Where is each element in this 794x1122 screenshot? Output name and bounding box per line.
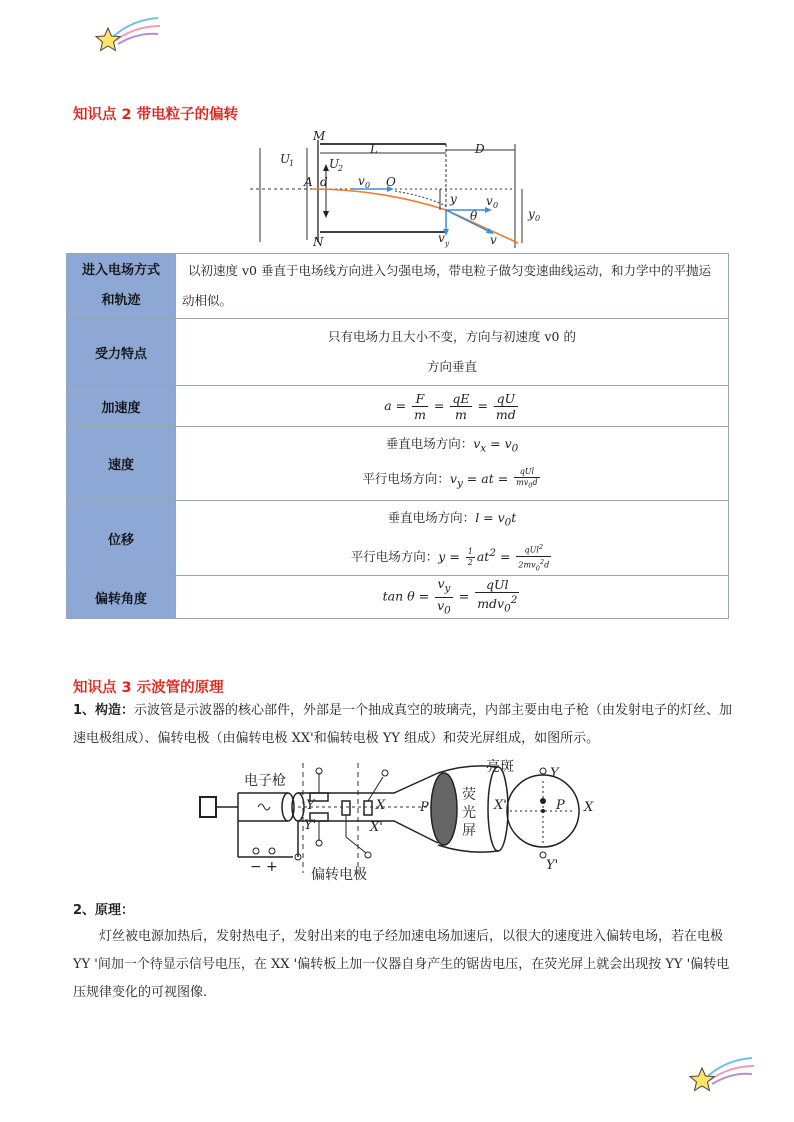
row-head-velocity: 速度 <box>67 427 176 501</box>
label-U1: U <box>280 152 291 166</box>
label-plus: + <box>266 859 278 875</box>
section3-title: 知识点 3 示波管的原理 <box>73 680 224 696</box>
deflection-diagram <box>250 128 560 250</box>
star-decoration-bottom <box>686 1054 758 1100</box>
star-decoration-top <box>92 14 164 60</box>
label-screen-1: 荧 <box>462 787 476 803</box>
label-v: v <box>490 233 497 247</box>
label-P2: P <box>556 798 565 813</box>
label-D: D <box>475 142 485 156</box>
label-y0: y <box>528 207 535 221</box>
label-Y: Y <box>306 798 315 813</box>
label-d: d <box>320 175 328 189</box>
section2-title: 知识点 2 带电粒子的偏转 <box>73 107 239 123</box>
label-Xp2: X' <box>494 798 507 813</box>
table-row <box>67 319 729 386</box>
structure-label: 1、构造： <box>73 703 135 718</box>
velocity-line2: 平行电场方向：$v_y$ = at = $\frac{\text{qUl}}{mv_0d}$ <box>362 467 538 490</box>
oscilloscope-diagram <box>198 753 608 883</box>
label-v0-b-sub: 0 <box>493 201 499 210</box>
table-row <box>67 427 729 501</box>
label-X2: X <box>584 800 594 815</box>
velocity-line1: 垂直电场方向：$v_x = v_0$ <box>385 436 519 455</box>
label-L: L <box>370 142 378 156</box>
label-P: P <box>420 800 429 815</box>
label-O: O <box>386 175 396 189</box>
row-body-displacement <box>176 501 729 576</box>
label-gun: 电子枪 <box>244 773 286 789</box>
table-row <box>67 254 729 319</box>
label-y: y <box>450 192 457 206</box>
label-Yp: Y' <box>304 818 317 833</box>
label-minus: − <box>250 859 262 875</box>
label-v0-a-sub: 0 <box>365 181 371 190</box>
label-M: M <box>313 129 326 143</box>
label-screen-3: 屏 <box>462 823 476 839</box>
table-row <box>67 386 729 427</box>
structure-paragraph <box>73 697 733 753</box>
force-line2: 方向垂直 <box>426 359 477 374</box>
displacement-line1: 垂直电场方向：$l = v_0t$ <box>387 510 517 529</box>
formula-acceleration: a = $\frac{F}{m}$ = $\frac{qE}{m}$ = $\frac{qU}{md}$ <box>176 386 729 427</box>
label-v0-b: v <box>486 194 493 208</box>
label-A: A <box>304 175 313 189</box>
row-body-entry: 以初速度 v0 垂直于电场线方向进入匀强电场，带电粒子做匀变速曲线运动，和力学中的平抛运动相似。 <box>176 254 729 319</box>
row-body-velocity <box>176 427 729 501</box>
label-U2-sub: 2 <box>338 164 344 173</box>
principle-label: 2、原理： <box>73 903 135 918</box>
deflection-table <box>66 253 729 619</box>
table-row <box>67 501 729 576</box>
formula-angle: tan θ = $\frac{v_y}{v_0}$ = $\frac{\text{qUl}}{mdv_0^2}$ <box>176 576 729 619</box>
row-head-force: 受力特点 <box>67 319 176 386</box>
label-U2: U <box>329 157 340 171</box>
label-N: N <box>313 235 324 249</box>
label-bright-spot: 亮斑 <box>486 759 514 775</box>
row-body-force <box>176 319 729 386</box>
label-X: X <box>376 798 386 813</box>
table-row <box>67 576 729 619</box>
label-electrodes: 偏转电极 <box>311 867 367 883</box>
label-theta: θ <box>470 209 478 223</box>
principle-label-line <box>73 897 733 925</box>
row-head-acceleration: 加速度 <box>67 386 176 427</box>
row-head-entry <box>67 254 176 319</box>
force-line1: 只有电场力且大小不变，方向与初速度 v0 的 <box>328 329 576 344</box>
label-screen-2: 光 <box>462 805 476 821</box>
label-vy: v <box>438 231 445 245</box>
principle-paragraph: 灯丝被电源加热后，发射热电子，发射出来的电子经加速电场加速后，以很大的速度进入偏转电场，若在电极 YY '间加一个待显示信号电压，在 XX '偏转板上加一仪器自身产生的锯齿电压，在荧光屏上就会出现按 YY '偏转电压规律变化的可视图像. <box>73 929 730 1000</box>
label-y0-sub: 0 <box>535 214 541 223</box>
row-head-displacement: 位移 <box>67 501 176 576</box>
label-Xp: X' <box>370 820 383 835</box>
displacement-line2: 平行电场方向：y = $\frac{1}{2}$ $at^2$ = $\frac{qUl^2}{2mv_0^2d}$ <box>350 542 550 572</box>
label-Yp2: Y' <box>546 858 559 873</box>
structure-text: 示波管是示波器的核心部件，外部是一个抽成真空的玻璃壳，内部主要由电子枪（由发射电子的灯丝、加速电极组成）、偏转电极（由偏转电极 XX'和偏转电极 YY 组成）和荧光屏组成，如图所示。 <box>73 703 733 746</box>
row-head-entry-text: 进入电场方式和轨迹 <box>81 263 160 308</box>
label-U1-sub: 1 <box>289 159 295 168</box>
label-Y2: Y <box>550 766 559 781</box>
row-head-angle: 偏转角度 <box>67 576 176 619</box>
label-vy-sub: y <box>445 240 449 248</box>
label-v0-a: v <box>358 174 365 188</box>
